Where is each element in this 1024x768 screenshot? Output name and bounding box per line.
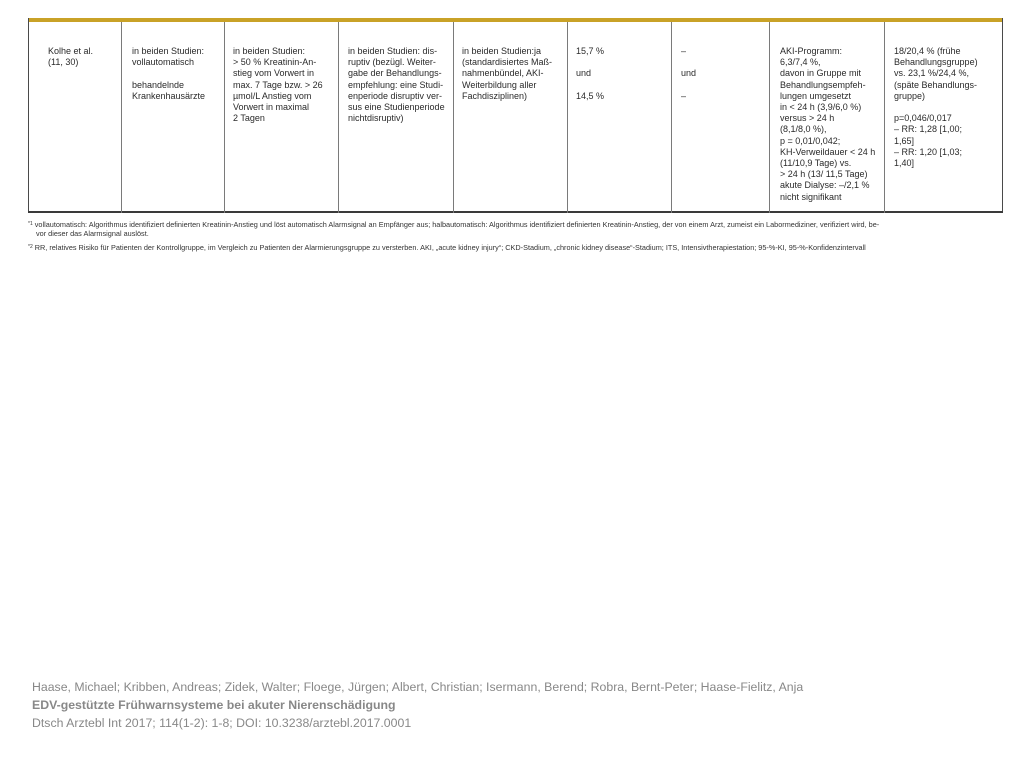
cell-study: Kolhe et al. (11, 30)	[48, 46, 94, 68]
footnote-2	[28, 243, 1003, 252]
column-divider	[884, 22, 885, 213]
column-divider	[671, 22, 672, 213]
cell-alarm-type: in beiden Studien: vollautomatisch behandelnde Krankenhausärzte	[132, 46, 206, 101]
cell-effects: AKI-Programm: 6,3/7,4 %, davon in Gruppe mit Behandlungsempfeh- lungen umgesetzt in < 24 h (3,9/6,0 %) versus > 24 h (8,1/8,0 %), p = 0,01/0,042; KH-Verweildauer < 24 h (11/10,9 Tage) vs. > 24 h (13/ 11,5 Tage) akute Dialyse: –/2,1 % nicht signifikant	[780, 46, 876, 202]
footnote-1	[28, 220, 1003, 238]
citation-authors: Haase, Michael; Kribben, Andreas; Zidek, Walter; Floege, Jürgen; Albert, Christian; Isermann, Berend; Robra, Bernt-Peter; Haase-Fielitz, Anja	[32, 680, 804, 694]
column-divider	[769, 22, 770, 213]
cell-dash: – und –	[681, 46, 697, 101]
cell-design: in beiden Studien: dis- ruptiv (bezügl. Weiter- gabe der Behandlungs- empfehlung: eine Studi- enperiode disruptiv ver- sus eine Studienperiode nichtdisruptiv)	[348, 46, 445, 124]
results-table	[28, 18, 1003, 213]
table-border-left	[28, 18, 29, 213]
citation-source: Dtsch Arztebl Int 2017; 114(1-2): 1-8; DOI: 10.3238/arztebl.2017.0001	[32, 716, 412, 730]
column-divider	[453, 22, 454, 213]
cell-incidence: 15,7 % und 14,5 %	[576, 46, 605, 101]
footnote-1-text-cont: vor dieser das Alarmsignal auslöst.	[36, 229, 149, 238]
citation-block	[32, 678, 803, 732]
cell-intervention: in beiden Studien:ja (standardisiertes Maß- nahmenbündel, AKI- Weiterbildung aller Fachdisziplinen)	[462, 46, 553, 101]
footnote-1-mark: *1	[28, 221, 33, 227]
cell-criteria: in beiden Studien: > 50 % Kreatinin-An- stieg vom Vorwert in max. 7 Tage bzw. > 26 µmol/L Anstieg vom Vorwert in maximal 2 Tagen	[233, 46, 323, 124]
footnote-2-text: RR, relatives Risiko für Patienten der Kontrollgruppe, im Vergleich zu Patienten der Alarmierungsgruppe zu versterben. AKI, „acute kidney injury“; CKD-Stadium, „chronic kidney disease“-Stadium; ITS, Intensivtherapiestation; 95-%-KI, 95-%-Konfidenzintervall	[34, 243, 866, 252]
cell-mortality: 18/20,4 % (frühe Behandlungsgruppe) vs. 23,1 %/24,4 %, (späte Behandlungs- gruppe) p=0,046/0,017 – RR: 1,28 [1,00; 1,65] – RR: 1,20 [1,03; 1,40]	[894, 46, 978, 169]
table-top-border	[28, 18, 1003, 22]
footnote-2-mark: *2	[28, 244, 33, 250]
table-border-right	[1002, 18, 1003, 213]
column-divider	[121, 22, 122, 213]
column-divider	[224, 22, 225, 213]
citation-title: EDV-gestützte Frühwarnsysteme bei akuter Nierenschädigung	[32, 698, 396, 712]
column-divider	[567, 22, 568, 213]
footnote-1-text: vollautomatisch: Algorithmus identifiziert definierten Kreatinin-Anstieg und löst automatisch Alarmsignal an Empfänger aus; halbautomatisch: Algorithmus identifiziert definierten Kreatinin-Anstieg, der von einem Arzt, zumeist ein Labormediziner, verifiziert wird, be-	[34, 220, 880, 229]
table-border-bottom	[28, 211, 1003, 213]
column-divider	[338, 22, 339, 213]
